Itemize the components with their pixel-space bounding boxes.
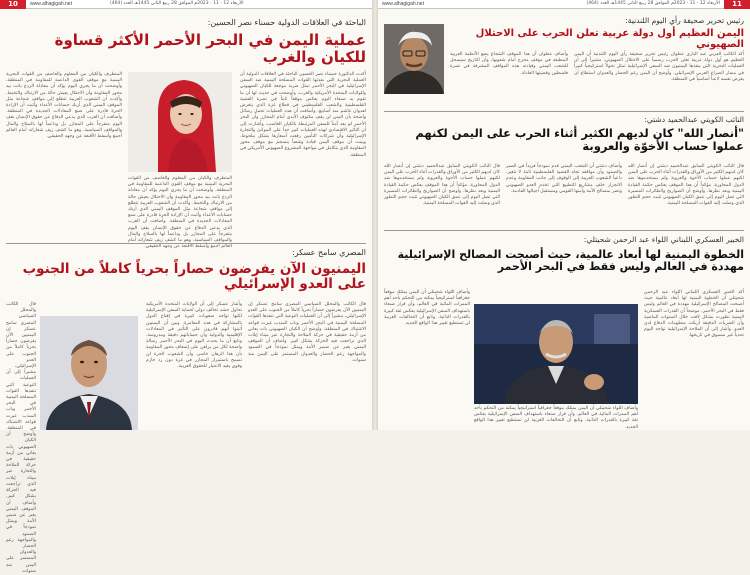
left-story2-headline: اليمنيون الآن يفرضون حصاراً بحرياً كاملاً من الجنوب على العدو الإسرائيلي [22, 261, 366, 292]
right-story2-column1: قال النائب الكويتي السابق عبدالحميد دشتي إن أنصار الله كان لديهم الكثير من الأوراق والقدرات أثناء الحرب على اليمن لكنهم عملوا حساب الأخوة والعروبة ولم يستخدموها ضد الدول المجاورة، مؤكداً أن هذا الموقف يعكس حكمة القيادة اليمنية وبعد نظرها. وأوضح أن الصواريخ والطائرات المسيرة التي تصل اليوم إلى عمق الكيان الصهيوني تثبت حجم التطور الذي وصلت إليه القوات المسلحة اليمنية. [628, 164, 744, 207]
right-story2-divider [384, 230, 744, 231]
left-story1-headline: عملية اليمن في البحر الأحمر الأكثر قساوة للكيان والغرب [54, 31, 366, 66]
right-story3-column2: وأضاف اللواء شحيتلي أن اليمن يمتلك موقعاً جغرافياً استراتيجياً يمكنه من التحكم بأحد أهم الممرات المائية في العالم، وأن قرار صنعاء باستهداف السفن الإسرائيلية يعكس ثقة كبيرة بالقدرات الذاتية. وتابع أن التحالفات الغربية لن تستطيع تغيير هذا الواقع الجديد. [384, 290, 470, 327]
right-story3-column1: أكد الخبير العسكري اللبناني اللواء عبد الرحمن شحيتلي أن الخطوة اليمنية لها أبعاد عالمية حيث أصبحت المصالح الإسرائيلية مهددة في العالم وليس فقط في البحر الأحمر، موضحاً أن القدرات العسكرية اليمنية تطورت بشكل لافت خلال السنوات الماضية وأن الضربات الدقيقة أربكت منظومات الدفاع لدى العدو. وأشار إلى أن الملاحة الإسرائيلية تواجه اليوم تحدياً غير مسبوق في تاريخها. [644, 290, 744, 339]
right-story2-kicker: النائب الكويتي عبدالحميد دشتي: [644, 115, 744, 124]
left-site-url: www.alhagigah.net [30, 1, 72, 7]
left-story2-kicker: المصري سامح عسكر: [291, 248, 366, 257]
left-page-header [0, 0, 372, 9]
woman-portrait-photo [128, 72, 232, 172]
abdel-bari-atwan-photo [384, 24, 444, 94]
right-story1-divider [384, 111, 744, 112]
right-dateline: الأربعاء 12 - 11 - 2023م الموافق 28 ربيع الثاني 1445هـ العدد (464) [586, 1, 720, 6]
man-tv-interview-image [474, 304, 638, 404]
left-page-number: 10 [0, 0, 26, 9]
right-story2-headline: "أنصار الله" كان لديهم الكثير أثناء الحرب على اليمن لكنهم عملوا حساب الأخوّة والعروبة [415, 126, 744, 153]
right-site-url: www.alhagigah.net [382, 1, 424, 7]
abdel-rahman-shheitli-photo [474, 304, 638, 404]
right-story1-column2: وأضاف عطوان أن هذا الموقف الشجاع يضع الأنظمة العربية المطبعة في موقف محرج أمام شعوبها، وأن التاريخ سيسجل للشعب اليمني وقيادته هذه المواقف المشرفة في نصرة فلسطين وقضيتها العادلة. [450, 52, 568, 76]
right-story1-column1: أكد الكاتب العربي عبد الباري عطوان رئيس تحرير صحيفة رأي اليوم اللندنية أن اليمن العظيم هو أول دولة عربية تعلن الحرب رسمياً على الاحتلال الصهيوني، مشيراً إلى أن العمليات البحرية التي ينفذها اليمنيون ضد السفن الإسرائيلية تمثل تحولاً استراتيجياً كبيراً في مسار الصراع العربي الإسرائيلي. وأوضح أن اليمن رغم الحصار والعدوان استطاع أن يفرض نفسه لاعباً أساسياً في المنطقة. [574, 52, 744, 82]
man-glasses-portrait-image [384, 24, 444, 94]
left-story-divider [6, 243, 366, 244]
left-story1-column3: المتطرف والكيان من المعلوم والعاصف من القوات البحرية اليمنية مع موقف القوى الداعمة للمقاومة في المنطقة، وأوضحت أن ما يجري اليوم يؤكد أن معادلة الردع باتت بيد محور المقاومة وأن الاحتلال يعيش حالة من الارتباك والتخبط. وأكدت أن الشعوب العربية تتطلع إلى مواقف شجاعة مثل الموقف اليمني الذي أربك حسابات الأعداء وأثبت أن الإرادة الحرة قادرة على صنع المعادلات الجديدة في المنطقة. وأضافت أن الغرب الذي يدعي الدفاع عن حقوق الإنسان يقف اليوم متفرجاً على المجازر بل وداعماً لها بالسلاح والمال والمواقف السياسية، وهو ما كشف زيف شعاراته أمام العالم أجمع وأسقط الأقنعة عن وجهه الحقيقي. [128, 176, 232, 250]
man-portrait-image [40, 316, 138, 430]
right-story3-kicker: الخبير العسكري اللبناني اللواء عبد الرحمن شحيتلي: [583, 235, 744, 244]
right-page-number: 11 [724, 0, 750, 9]
left-story2-column3: قال الكاتب والمحلل السياسي المصري سامح عسكر إن اليمنيين الآن يفرضون حصاراً بحرياً كاملاً من الجنوب على العدو الإسرائيلي، مشيراً إلى أن العمليات النوعية التي تنفذها القوات المسلحة اليمنية في البحر الأحمر وباب المندب غيرت قواعد الاشتباك في المنطقة. وأوضح أن الكيان الصهيوني بات يعاني من أزمة حقيقية في حركة الملاحة والتجارة عبر ميناء إيلات الذي تراجعت فيه الحركة بشكل كبير. وأضاف أن الموقف اليمني يعبر عن ضمير الأمة ويمثل نموذجاً في الصمود والمواجهة رغم الحصار والعدوان المستمر على اليمن منذ سنوات. [6, 302, 36, 574]
left-story2-column2: وأشار عسكر إلى أن الولايات المتحدة الأمريكية تحاول حشد تحالف دولي لحماية السفن الإسرائيلية لكنها تواجه صعوبات كبيرة في إقناع الدول بالمشاركة في هذه المغامرة. وبين أن اليمنيين أثبتوا أنهم قادرون على التأثير في المعادلات الإقليمية والدولية وأن حساباتهم دقيقة ومدروسة. وتابع أن ما يحدث اليوم في البحر الأحمر رسالة واضحة لكل من يراهن على إضعاف محور المقاومة بأن هذا الرهان خاسر، وأن الشعوب الحرة لن تسمح باستمرار المجازر في غزة دون رد حازم وقوي يعيد الاعتبار للحقوق العربية. [146, 302, 242, 370]
right-story3-headline: الخطوة اليمنية لها أبعاد عالمية، حيث أصبحت المصالح الإسرائيلية مهددة في العالم وليس فقط في البحر الأحمر [397, 248, 744, 274]
right-story2-column3: قال النائب الكويتي السابق عبدالحميد دشتي إن أنصار الله كان لديهم الكثير من الأوراق والقدرات أثناء الحرب على اليمن لكنهم عملوا حساب الأخوة والعروبة ولم يستخدموها ضد الدول المجاورة، مؤكداً أن هذا الموقف يعكس حكمة القيادة اليمنية وبعد نظرها. وأوضح أن الصواريخ والطائرات المسيرة التي تصل اليوم إلى عمق الكيان الصهيوني تثبت حجم التطور الذي وصلت إليه القوات المسلحة اليمنية. [384, 164, 500, 207]
left-story1-column1: أكدت الدكتورة حسناء نصر الحسين الباحثة في العلاقات الدولية أن العملية البحرية التي نفذتها القوات المسلحة اليمنية ضد السفن الإسرائيلية في البحر الأحمر تمثل ضربة موجعة للكيان الصهيوني وللولايات المتحدة الأمريكية والغرب، وأوضحت في حديث لها أن ما تقوم به صنعاء اليوم يعكس موقفاً ثابتاً في نصرة القضية الفلسطينية والشعب الفلسطيني في قطاع غزة الذي يتعرض لعدوان غاشم منذ أسابيع. وأضافت أن هذه العمليات تحمل رسائل واضحة بأن اليمن لن يقف مكتوف الأيدي أمام المجازر وأن البحر الأحمر لم يعد آمناً للسفن المرتبطة بالكيان الغاصب. وأشارت إلى أن التأثير الاقتصادي لهذه العمليات كبير جداً على الموانئ والتجارة الإسرائيلية وأن شركات التأمين رفعت أسعارها بشكل ملحوظ. وبينت أن موقف اليمن قيادة وشعباً ينسجم مع موقف محور المقاومة الذي يتكامل في مواجهة المشروع الصهيوني الأمريكي في المنطقة. [240, 72, 366, 158]
left-page [0, 0, 372, 574]
left-dateline: الأربعاء 12 - 11 - 2023م الموافق 28 ربيع الثاني 1445هـ العدد (464) [110, 1, 244, 6]
left-story2-column1: قال الكاتب والمحلل السياسي المصري سامح عسكر إن اليمنيين الآن يفرضون حصاراً بحرياً كاملاً من الجنوب على العدو الإسرائيلي، مشيراً إلى أن العمليات النوعية التي تنفذها القوات المسلحة اليمنية في البحر الأحمر وباب المندب غيرت قواعد الاشتباك في المنطقة. وأوضح أن الكيان الصهيوني بات يعاني من أزمة حقيقية في حركة الملاحة والتجارة عبر ميناء إيلات الذي تراجعت فيه الحركة بشكل كبير. وأضاف أن الموقف اليمني يعبر عن ضمير الأمة ويمثل نموذجاً في الصمود والمواجهة رغم الحصار والعدوان المستمر على اليمن منذ سنوات. [248, 302, 366, 363]
left-story1-kicker: الباحثة في العلاقات الدولية حسناء نصر الحسين: [207, 18, 366, 27]
right-page [378, 0, 750, 430]
woman-portrait-image [128, 72, 232, 172]
right-story1-headline: اليمن العظيم أول دولة عربية تعلن الحرب على الاحتلال الصهيوني [475, 28, 744, 50]
right-story3-column3: وأضاف اللواء شحيتلي أن اليمن يمتلك موقعاً جغرافياً استراتيجياً يمكنه من التحكم بأحد أهم الممرات المائية في العالم، وأن قرار صنعاء باستهداف السفن الإسرائيلية يعكس ثقة كبيرة بالقدرات الذاتية. وتابع أن التحالفات الغربية لن تستطيع تغيير هذا الواقع الجديد. [474, 406, 638, 430]
right-story2-column2: وأضاف دشتي أن الشعب اليمني قدم نموذجاً فريداً في الصبر والصمود وأن مواقفه تجاه القضية الفلسطينية ثابتة لا تتغير، داعياً الشعوب العربية إلى الوقوف إلى جانب المقاومة وعدم الانجرار خلف مشاريع التطبيع التي تخدم العدو الصهيوني وتضر بمصالح الأمة وأمنها القومي ومستقبل أجيالها القادمة. [506, 164, 622, 194]
man-portrait-photo [40, 316, 138, 430]
right-story1-kicker: رئيس تحرير صحيفة رأي اليوم اللندنية: [625, 16, 744, 25]
right-page-header [378, 0, 750, 9]
left-story1-column2: المتطرف والكيان من المعلوم والعاصف من القوات البحرية اليمنية مع موقف القوى الداعمة للمقاومة في المنطقة، وأوضحت أن ما يجري اليوم يؤكد أن معادلة الردع باتت بيد محور المقاومة وأن الاحتلال يعيش حالة من الارتباك والتخبط. وأكدت أن الشعوب العربية تتطلع إلى مواقف شجاعة مثل الموقف اليمني الذي أربك حسابات الأعداء وأثبت أن الإرادة الحرة قادرة على صنع المعادلات الجديدة في المنطقة. وأضافت أن الغرب الذي يدعي الدفاع عن حقوق الإنسان يقف اليوم متفرجاً على المجازر بل وداعماً لها بالسلاح والمال والمواقف السياسية، وهو ما كشف زيف شعاراته أمام العالم أجمع وأسقط الأقنعة عن وجهه الحقيقي. [6, 72, 122, 140]
